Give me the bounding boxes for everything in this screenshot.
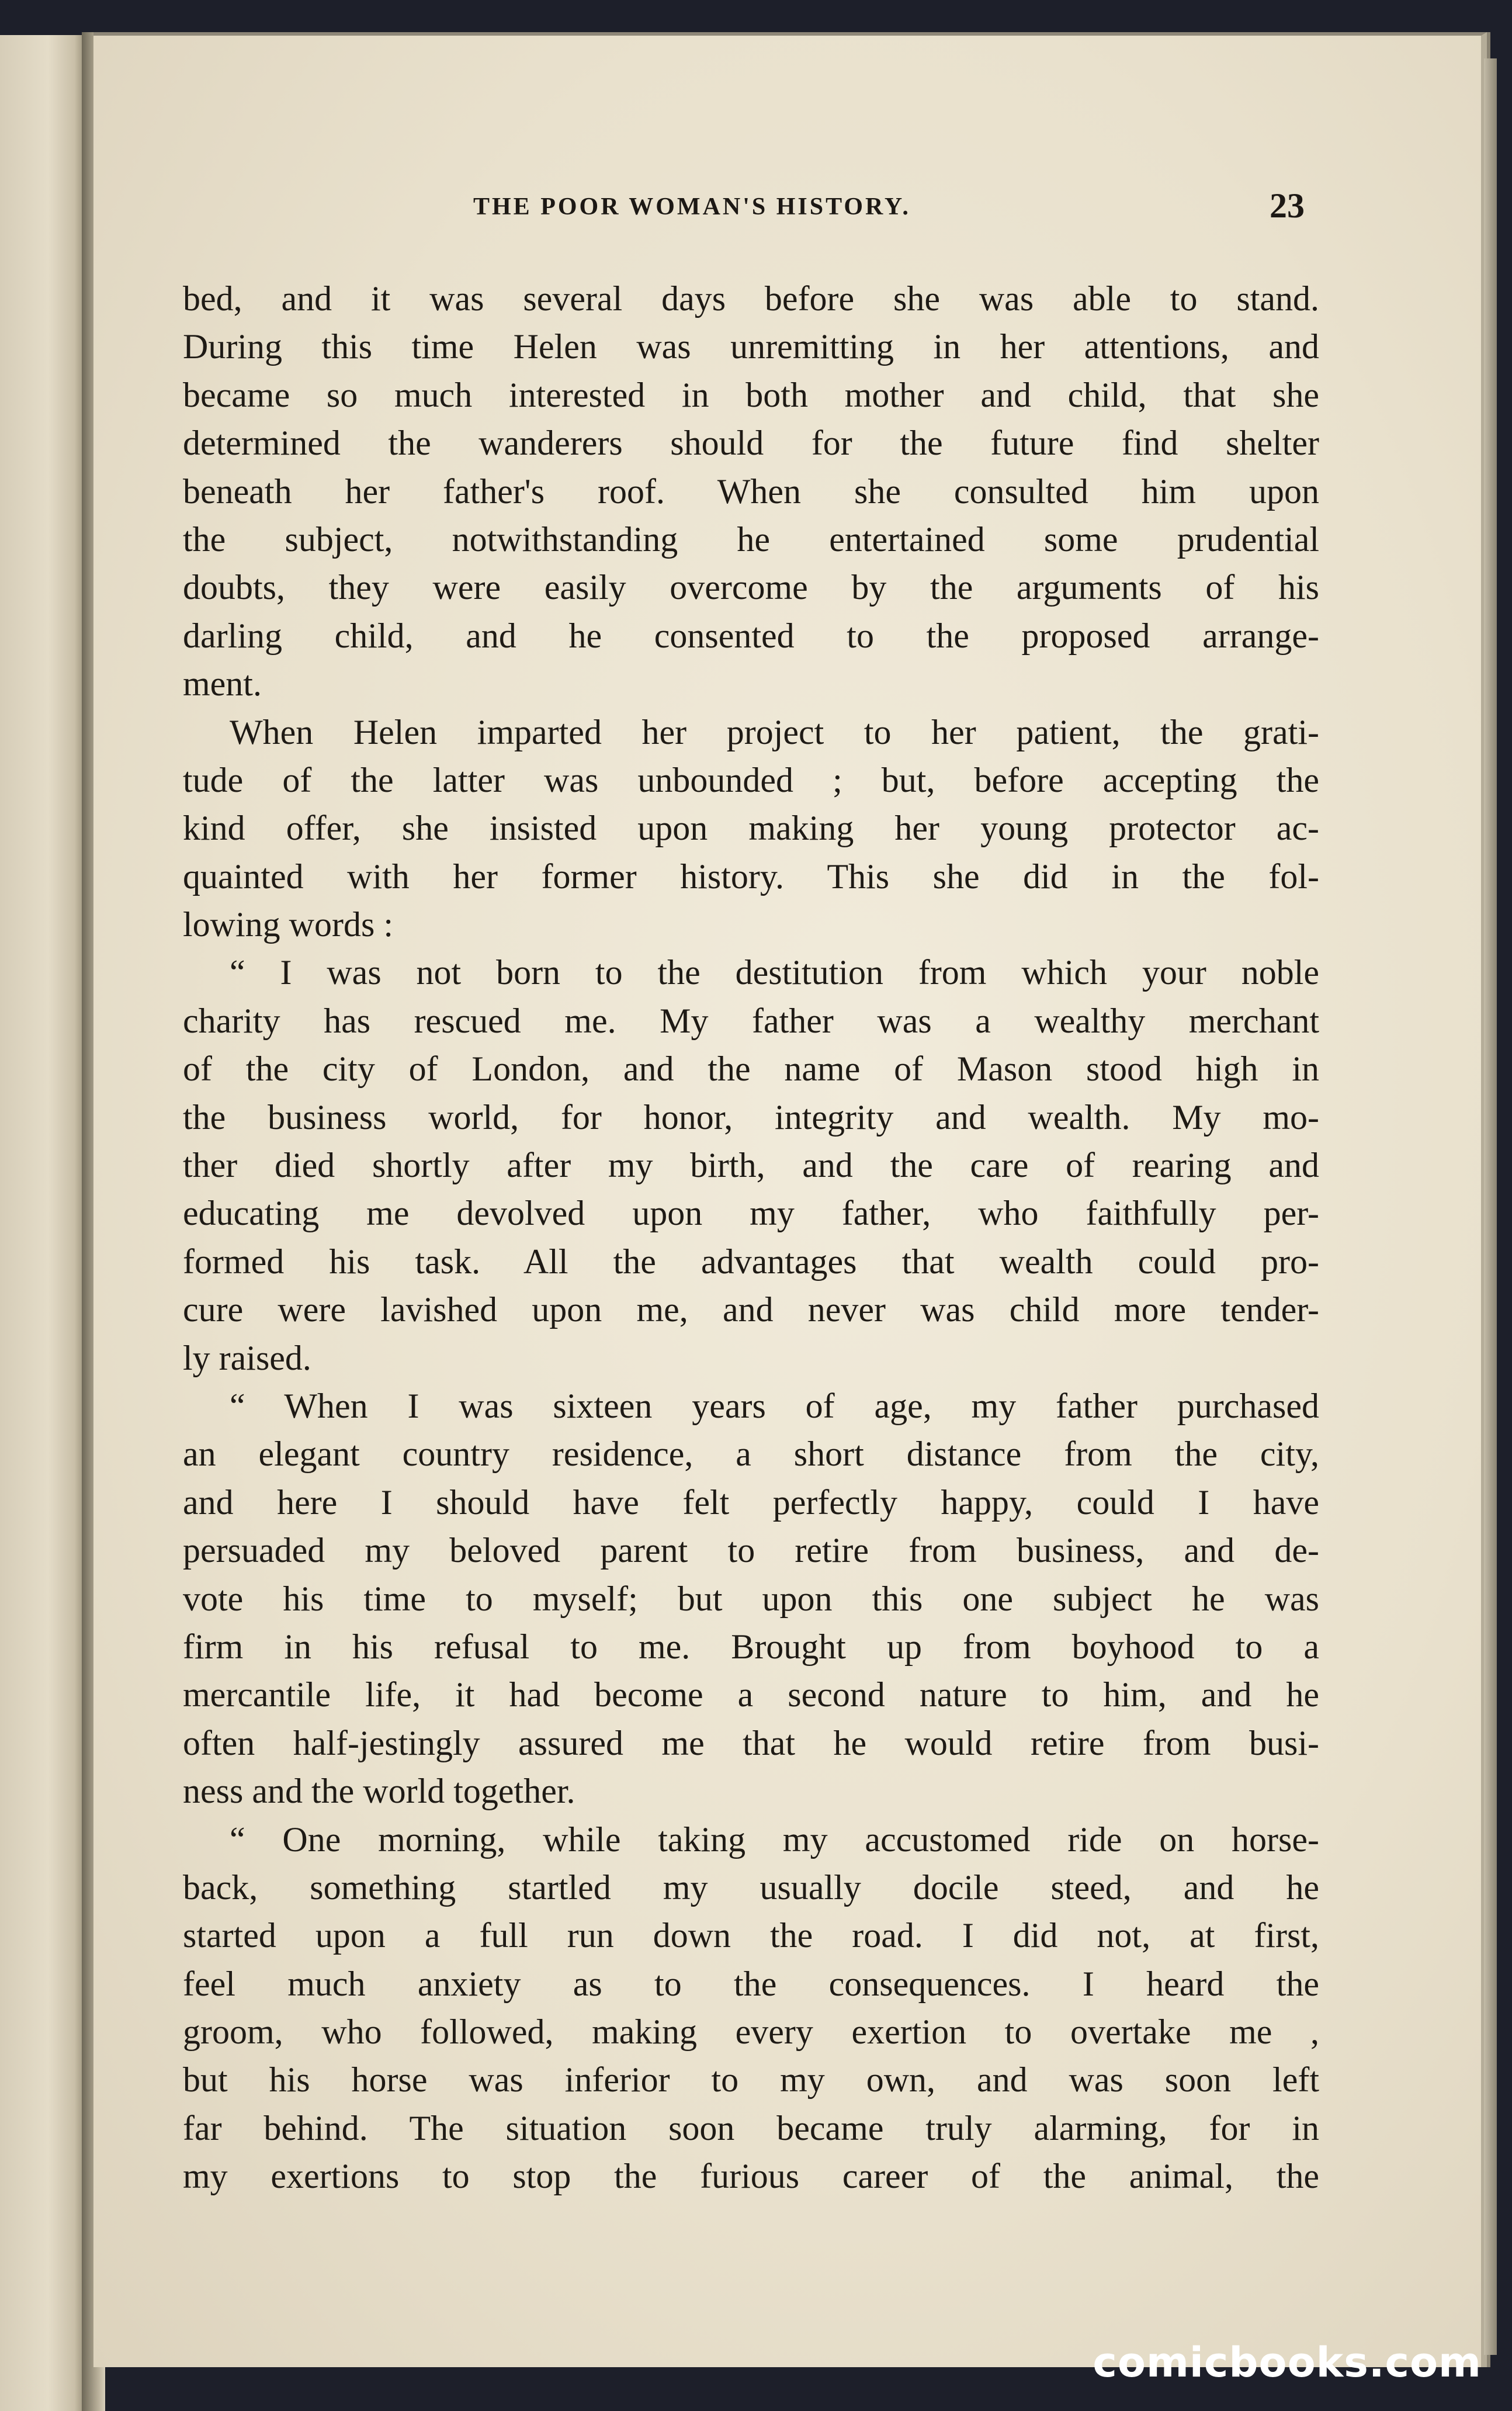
text-line: vote his time to myself; but upon this one subject he was bbox=[183, 1579, 1319, 1618]
text-line: ly raised. bbox=[183, 1338, 311, 1377]
text-line: cure were lavished upon me, and never was child more tender- bbox=[183, 1290, 1319, 1329]
text-line: the subject, notwithstanding he entertained some prudential bbox=[183, 519, 1319, 559]
text-line: beneath her father's roof. When she consulted him upon bbox=[183, 472, 1319, 511]
text-line: often half-jestingly assured me that he would retire from busi- bbox=[183, 1723, 1319, 1762]
text-line: ther died shortly after my birth, and the care of rearing and bbox=[183, 1146, 1319, 1185]
text-line: persuaded my beloved parent to retire from business, and de- bbox=[183, 1531, 1319, 1570]
text-line: “ One morning, while taking my accustomed ride on horse- bbox=[230, 1820, 1319, 1859]
text-line: formed his task. All the advantages that wealth could pro- bbox=[183, 1242, 1319, 1281]
text-line: “ When I was sixteen years of age, my father purchased bbox=[230, 1386, 1319, 1425]
site-watermark: comicbooks.com bbox=[1093, 2339, 1482, 2386]
text-line: darling child, and he consented to the proposed arrange- bbox=[183, 616, 1319, 655]
text-line: doubts, they were easily overcome by the arguments of his bbox=[183, 568, 1319, 607]
text-line: started upon a full run down the road. I did not, at first, bbox=[183, 1916, 1319, 1955]
text-line: of the city of London, and the name of Mason stood high in bbox=[183, 1049, 1319, 1089]
text-line: bed, and it was several days before she was able to stand. bbox=[183, 279, 1319, 318]
text-line: my exertions to stop the furious career of the animal, the bbox=[183, 2157, 1319, 2196]
text-line: ment. bbox=[183, 664, 262, 704]
text-line: feel much anxiety as to the consequences. I heard the bbox=[183, 1964, 1319, 2003]
text-line: but his horse was inferior to my own, and was soon left bbox=[183, 2060, 1319, 2100]
text-line: groom, who followed, making every exertion to overtake me , bbox=[183, 2012, 1319, 2052]
text-line: educating me devolved upon my father, who faithfully per- bbox=[183, 1194, 1319, 1233]
page-stack-edge bbox=[1484, 58, 1497, 2355]
text-line: During this time Helen was unremitting in her attentions, and bbox=[183, 327, 1319, 366]
text-line: the business world, for honor, integrity and wealth. My mo- bbox=[183, 1097, 1319, 1137]
body-text bbox=[183, 275, 1319, 2201]
text-line: back, something startled my usually docile steed, and he bbox=[183, 1868, 1319, 1907]
text-line: far behind. The situation soon became truly alarming, for in bbox=[183, 2108, 1319, 2147]
text-line: lowing words : bbox=[183, 905, 393, 944]
text-line: became so much interested in both mother and child, that she bbox=[183, 375, 1319, 414]
text-line: determined the wanderers should for the future find shelter bbox=[183, 424, 1319, 463]
text-line: firm in his refusal to me. Brought up from boyhood to a bbox=[183, 1627, 1319, 1666]
text-line: “ I was not born to the destitution from which your noble bbox=[230, 953, 1319, 992]
facing-page-edge bbox=[0, 35, 88, 2411]
text-line: charity has rescued me. My father was a wealthy merchant bbox=[183, 1001, 1319, 1040]
text-line: When Helen imparted her project to her patient, the grati- bbox=[230, 712, 1319, 751]
text-line: quainted with her former history. This she did in the fol- bbox=[183, 857, 1319, 896]
text-line: kind offer, she insisted upon making her young protector ac- bbox=[183, 809, 1319, 848]
page-number: 23 bbox=[1270, 186, 1305, 225]
text-line: tude of the latter was unbounded ; but, before accepting the bbox=[183, 760, 1319, 799]
text-line: and here I should have felt perfectly happy, could I have bbox=[183, 1482, 1319, 1522]
text-line: an elegant country residence, a short distance from the city, bbox=[183, 1435, 1319, 1474]
text-line: mercantile life, it had become a second nature to him, and he bbox=[183, 1675, 1319, 1714]
text-line: ness and the world together. bbox=[183, 1772, 575, 1811]
running-header: THE POOR WOMAN'S HISTORY. bbox=[473, 193, 911, 220]
